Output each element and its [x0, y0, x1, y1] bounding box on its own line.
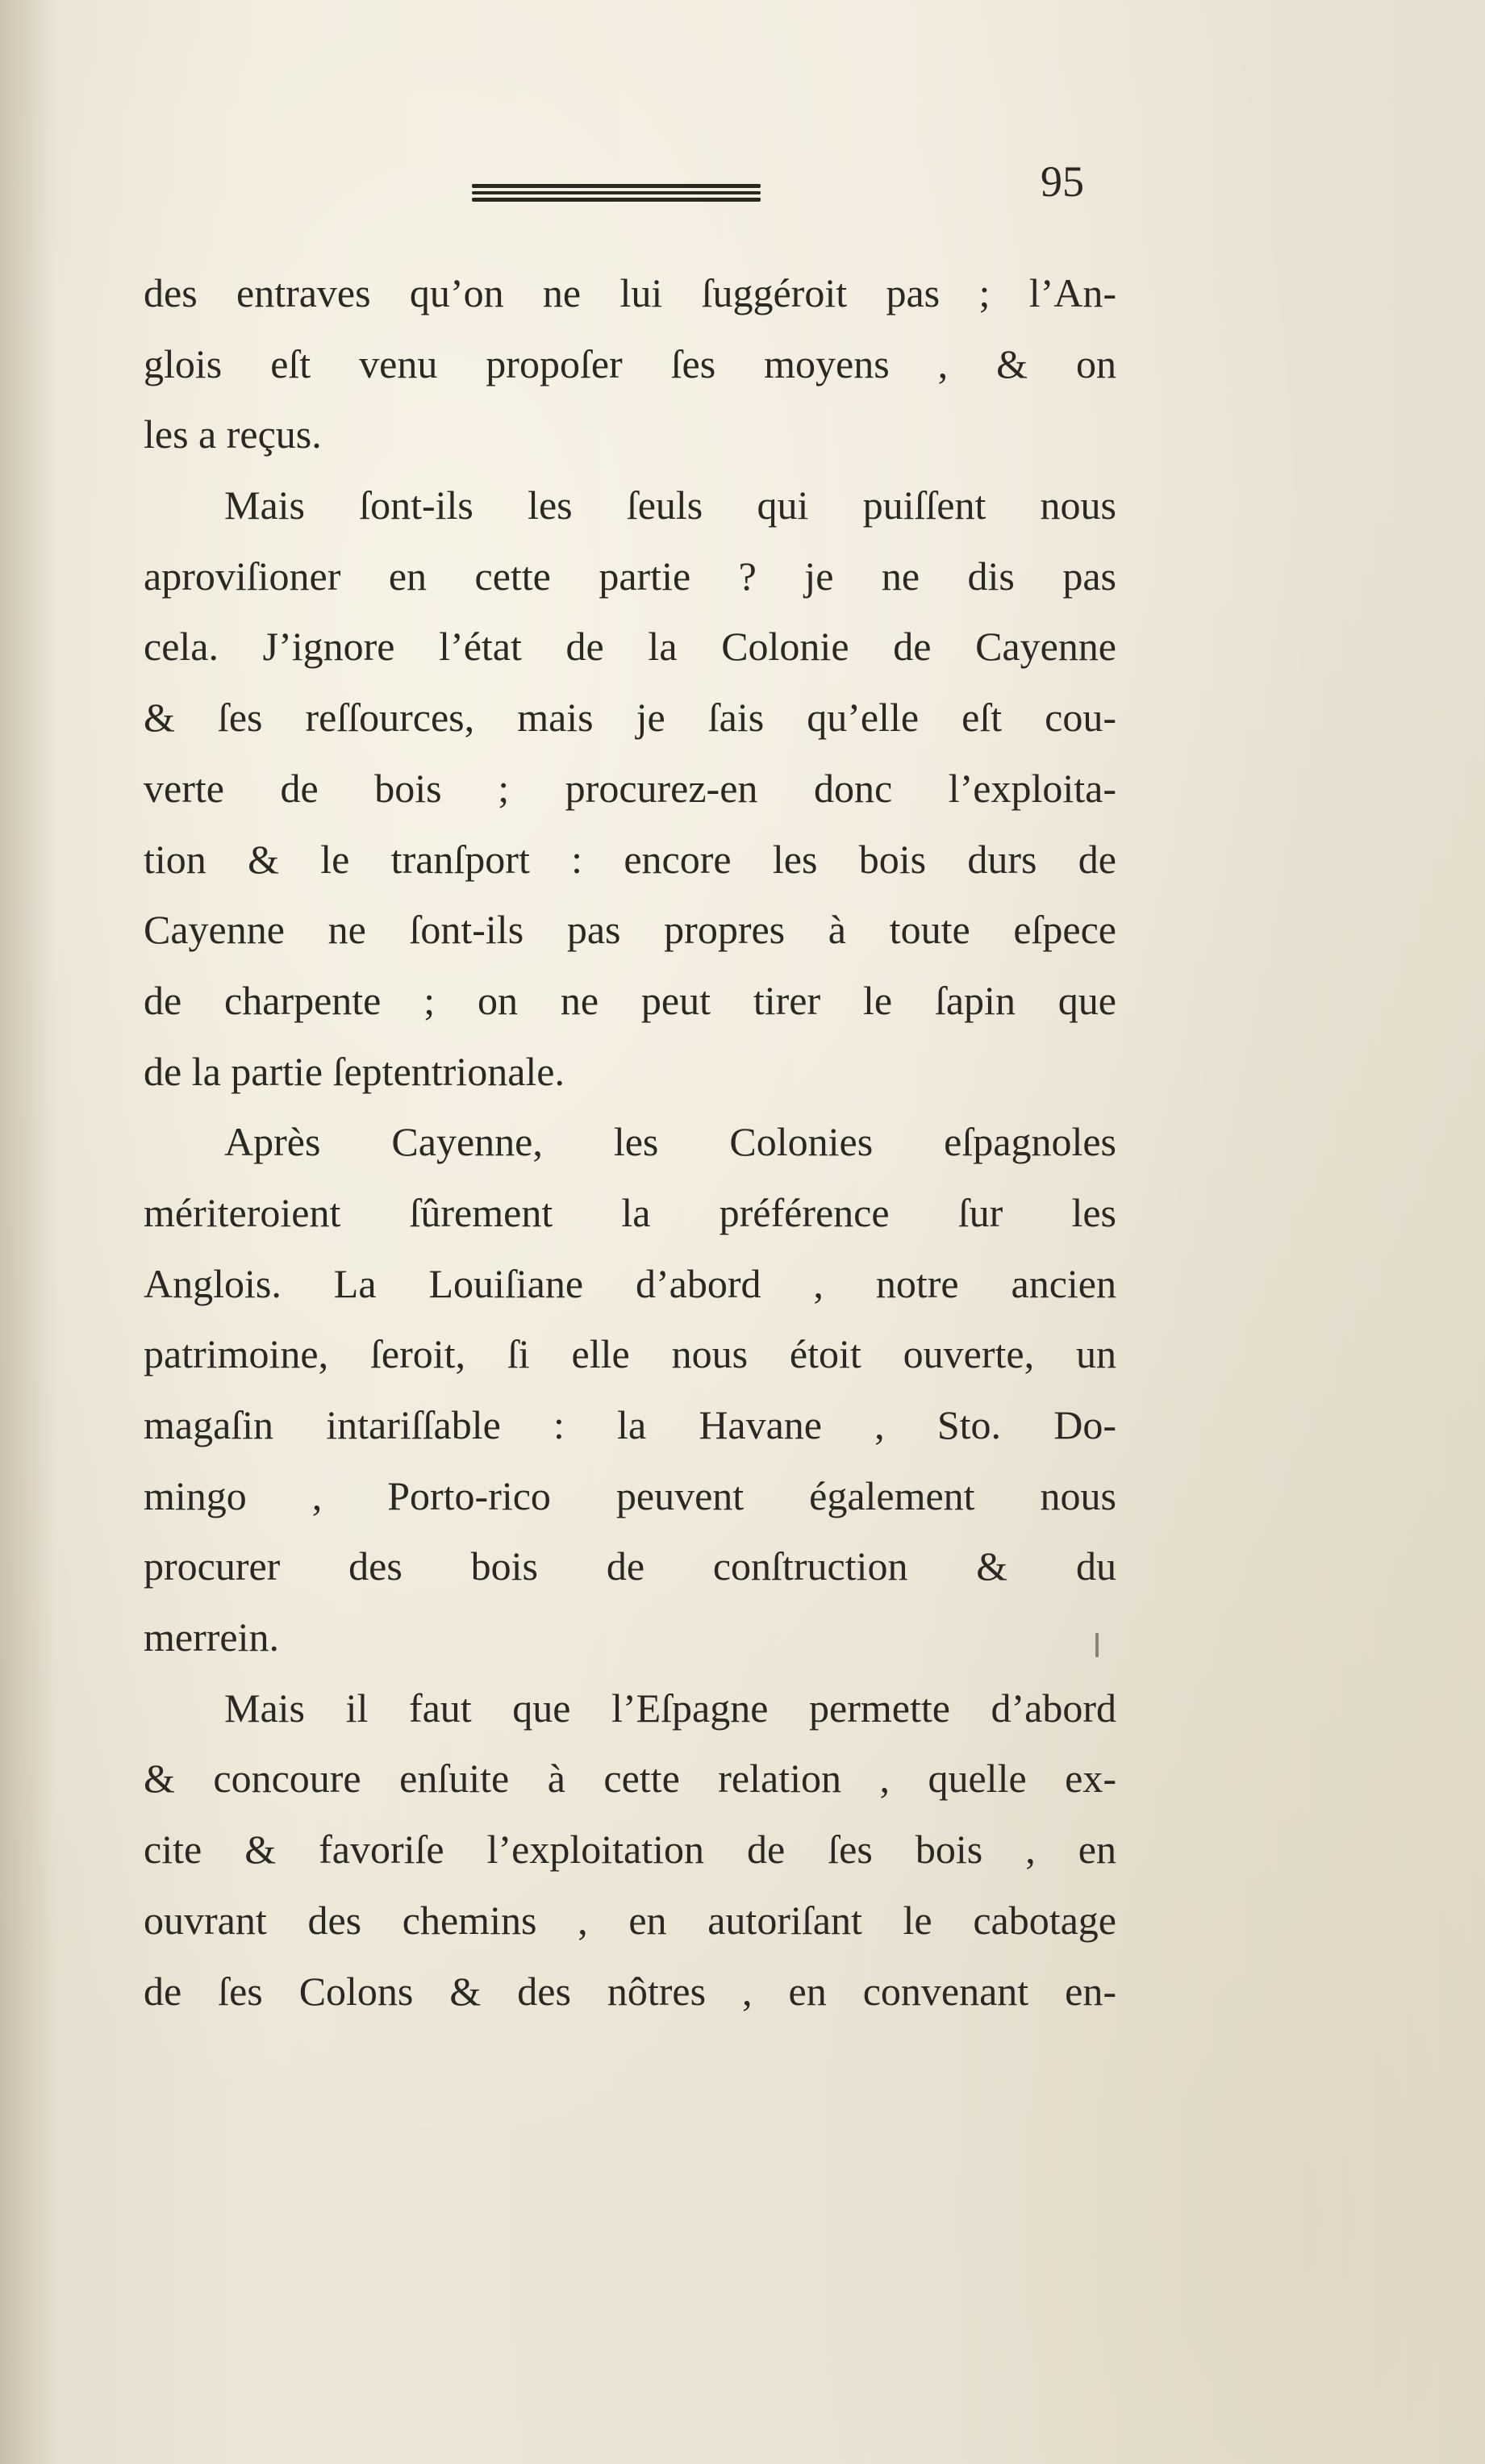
text-line: Après Cayenne, les Colonies eſpagnoles	[224, 1119, 1116, 1165]
text-line: les a reçus.	[144, 411, 322, 457]
text-line: patrimoine, ſeroit, ſi elle nous étoit ouverte, un	[144, 1331, 1116, 1377]
header-rule-bar	[472, 184, 761, 188]
text-line: cite & favoriſe l’exploitation de ſes bois , en	[144, 1827, 1116, 1873]
spine-shadow	[0, 0, 56, 2464]
text-line: de ſes Colons & des nôtres , en convenant en-	[144, 1968, 1116, 2014]
page-number: 95	[1041, 157, 1084, 206]
text-line: cela. J’ignore l’état de la Colonie de Cayenne	[144, 624, 1116, 670]
text-line: glois eſt venu propoſer ſes moyens , & on	[144, 340, 1116, 386]
text-line: de charpente ; on ne peut tirer le ſapin que	[144, 977, 1116, 1023]
header-rule-bar	[472, 191, 761, 194]
text-line: tion & le tranſport : encore les bois durs de	[144, 836, 1116, 882]
text-line: Cayenne ne ſont-ils pas propres à toute eſpece	[144, 907, 1116, 953]
text-line: merrein.	[144, 1614, 279, 1660]
text-line: des entraves qu’on ne lui ſuggéroit pas ; l’An-	[144, 270, 1116, 315]
text-line: Anglois. La Louiſiane d’abord , notre ancien	[144, 1260, 1116, 1306]
text-line: de la partie ſeptentrionale.	[144, 1048, 565, 1094]
header-rule	[472, 184, 761, 205]
text-line: & ſes reſſources, mais je ſais qu’elle eſt cou-	[144, 695, 1116, 741]
text-line: & concoure enſuite à cette relation , quelle ex-	[144, 1756, 1116, 1802]
text-line: mingo , Porto-rico peuvent également nous	[144, 1472, 1116, 1518]
body-text	[144, 258, 1116, 2027]
text-line: procurer des bois de conſtruction & du	[144, 1543, 1116, 1589]
text-line: verte de bois ; procurez-en donc l’exploita-	[144, 765, 1116, 811]
text-line: Mais il faut que l’Eſpagne permette d’abord	[224, 1685, 1116, 1731]
text-line: mériteroient ſûrement la préférence ſur les	[144, 1189, 1116, 1235]
text-line: ouvrant des chemins , en autoriſant le cabotage	[144, 1897, 1116, 1943]
stray-ink-mark	[1095, 1633, 1099, 1657]
header-rule-bar	[472, 198, 761, 202]
text-line: aproviſioner en cette partie ? je ne dis pas	[144, 553, 1116, 599]
text-line: magaſin intariſſable : la Havane , Sto. Do-	[144, 1402, 1116, 1447]
text-line: Mais ſont-ils les ſeuls qui puiſſent nous	[224, 482, 1116, 528]
